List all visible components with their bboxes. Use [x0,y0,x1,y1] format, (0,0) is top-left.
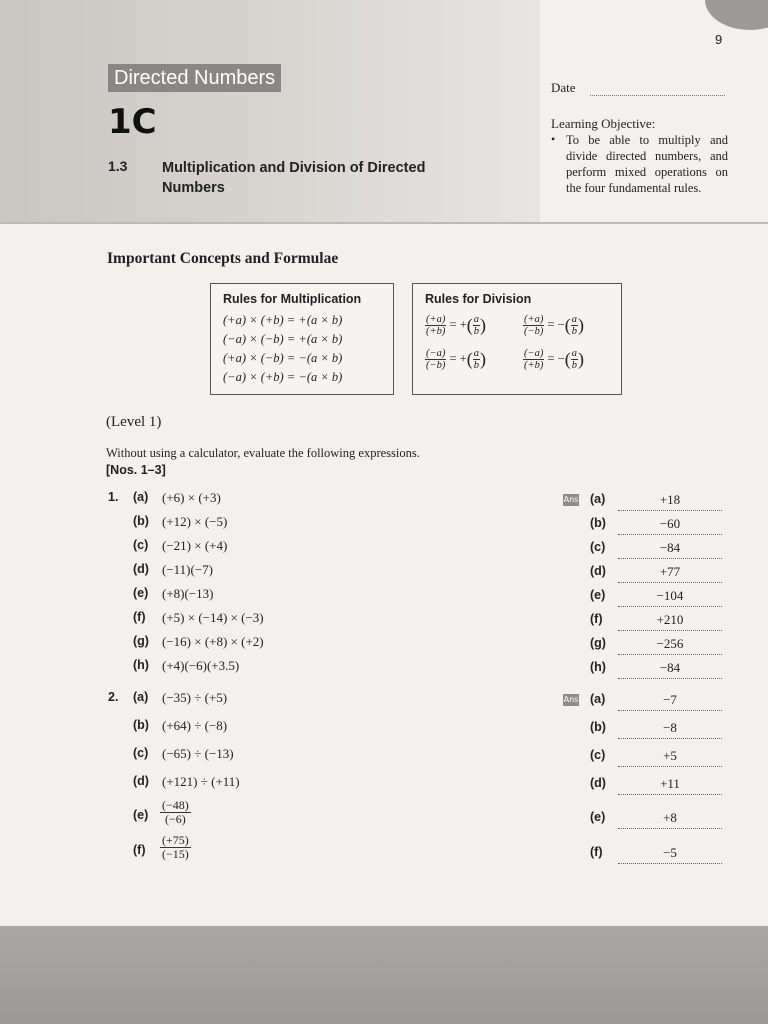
division-rules-box [412,283,622,395]
division-rule [425,314,486,337]
question-part-label: (d) [133,774,149,788]
fraction-numerator: (−a) [524,348,544,359]
fraction-denominator: (+b) [524,360,544,371]
answer-label: (e) [590,810,606,824]
question-part-label: (d) [133,562,149,576]
fraction-numerator: a [473,314,479,325]
fraction-denominator: b [571,360,577,371]
answer-value: +8 [618,810,722,829]
question-part-label: (a) [133,490,149,504]
open-paren: ( [564,349,571,369]
question-expression: (−65) ÷ (−13) [162,746,234,761]
multiplication-rule: (+a) × (+b) = +(a × b) [223,313,343,327]
fraction-numerator: a [571,314,577,325]
question-part-label: (c) [133,746,149,760]
answer-label: (b) [590,516,606,530]
answer-label: (h) [590,660,606,674]
learning-objective-title: Learning Objective: [551,116,656,131]
answer-label: (g) [590,636,606,650]
open-paren: ( [466,349,473,369]
answer-label: (c) [590,540,606,554]
multiplication-rule: (+a) × (−b) = −(a × b) [223,351,343,365]
concepts-heading: Important Concepts and Formulae [107,250,339,267]
division-box-title: Rules for Division [425,292,532,306]
fraction-denominator: b [473,326,479,337]
answer-value: −7 [618,692,722,711]
answer-value: +77 [618,564,722,583]
fraction-denominator: (−15) [162,847,189,861]
answer-label: (f) [590,612,603,626]
answer-value: +11 [618,776,722,795]
question-expression: (+12) × (−5) [162,514,228,529]
section-title: Multiplication and Division of Directed Numbers [162,160,426,196]
fraction-denominator: (+b) [426,326,446,337]
fraction-numerator: (−48) [162,798,189,812]
answer-value: −60 [618,516,722,535]
answer-value: −84 [618,660,722,679]
question-part-label: (e) [133,586,149,600]
division-rule-sign: = + [446,317,467,332]
fraction [160,799,191,826]
question-part-label: (b) [133,718,149,732]
answer-value: +18 [618,492,722,511]
question-part-label: (c) [133,538,149,552]
fraction [523,314,544,337]
question-expression: (+64) ÷ (−8) [162,718,228,733]
division-rule [425,348,486,371]
division-rule-sign: = + [446,351,467,366]
question-expression: (−35) ÷ (+5) [162,690,228,705]
question-expression: (+5) × (−14) × (−3) [162,610,264,625]
division-rule-sign: = − [544,317,565,332]
question-range-label: [Nos. 1–3] [106,463,166,477]
fraction [523,348,544,371]
fraction-denominator: (−b) [524,326,544,337]
multiplication-rules-box [210,283,394,395]
header-divider [0,222,768,224]
date-field-line [590,95,725,96]
question-part-label: (a) [133,690,149,704]
fraction-denominator: b [571,326,577,337]
answer-value: +210 [618,612,722,631]
open-paren: ( [466,315,473,335]
question-expression: (−21) × (+4) [162,538,228,553]
fraction-numerator: a [473,348,479,359]
instruction-text: Without using a calculator, evaluate the following expressions. [106,446,420,460]
answer-value: −84 [618,540,722,559]
answer-label: (d) [590,564,606,578]
fraction-denominator: (−b) [426,360,446,371]
page-number: 9 [715,32,723,47]
answer-label: (b) [590,720,606,734]
page-corner-mark [705,0,768,30]
question-expression: (−11)(−7) [162,562,213,577]
question-expression: (+8)(−13) [162,586,214,601]
answer-icon: Ans [563,695,579,704]
question-part-label: (g) [133,634,149,648]
answer-label: (a) [590,492,606,506]
fraction-numerator: (+75) [162,833,189,847]
answer-value: +5 [618,748,722,767]
date-label: Date [551,80,576,95]
division-rule [523,314,584,337]
fraction-numerator: (+a) [426,314,446,325]
fraction-denominator: b [473,360,479,371]
answer-label: (f) [590,845,603,859]
fraction [160,834,191,861]
fraction-numerator: (−a) [426,348,446,359]
answer-value: −5 [618,845,722,864]
question-expression: (+4)(−6)(+3.5) [162,658,240,673]
fraction [571,348,578,371]
open-paren: ( [564,315,571,335]
close-paren: ) [577,315,584,335]
close-paren: ) [479,315,486,335]
answer-label: (d) [590,776,606,790]
question-part-label: (f) [133,843,146,857]
fraction [425,314,446,337]
learning-objective-text: To be able to multiply and divide directed numbers, and perform mixed operations on the four fundamental rules. [566,133,728,195]
division-rule-sign: = − [544,351,565,366]
question-number: 2. [108,690,119,704]
level-heading: (Level 1) [106,414,162,430]
answer-label: (a) [590,692,606,706]
close-paren: ) [479,349,486,369]
fraction-denominator: (−6) [165,812,186,826]
question-part-label: (f) [133,610,146,624]
answer-value: −8 [618,720,722,739]
answer-value: −104 [618,588,722,607]
question-expression: (+121) ÷ (+11) [162,774,240,789]
question-number: 1. [108,490,119,504]
question-expression: (+6) × (+3) [162,490,221,505]
multiplication-rule: (−a) × (−b) = +(a × b) [223,332,343,346]
answer-icon: Ans [563,495,579,504]
fraction [473,348,480,371]
bullet-icon: • [551,132,556,146]
answer-label: (c) [590,748,606,762]
question-part-label: (e) [133,808,149,822]
section-number: 1.3 [108,158,128,174]
fraction [571,314,578,337]
fraction [425,348,446,371]
multiplication-rule: (−a) × (+b) = −(a × b) [223,370,343,384]
answer-label: (e) [590,588,606,602]
chapter-code: 1C [108,102,157,142]
chapter-tag: Directed Numbers [108,64,281,92]
close-paren: ) [577,349,584,369]
bottom-band [0,926,768,1024]
fraction [473,314,480,337]
question-part-label: (b) [133,514,149,528]
question-part-label: (h) [133,658,149,672]
fraction-numerator: a [571,348,577,359]
fraction-numerator: (+a) [524,314,544,325]
answer-value: −256 [618,636,722,655]
multiplication-box-title: Rules for Multiplication [223,292,362,306]
division-rule [523,348,584,371]
question-expression: (−16) × (+8) × (+2) [162,634,264,649]
